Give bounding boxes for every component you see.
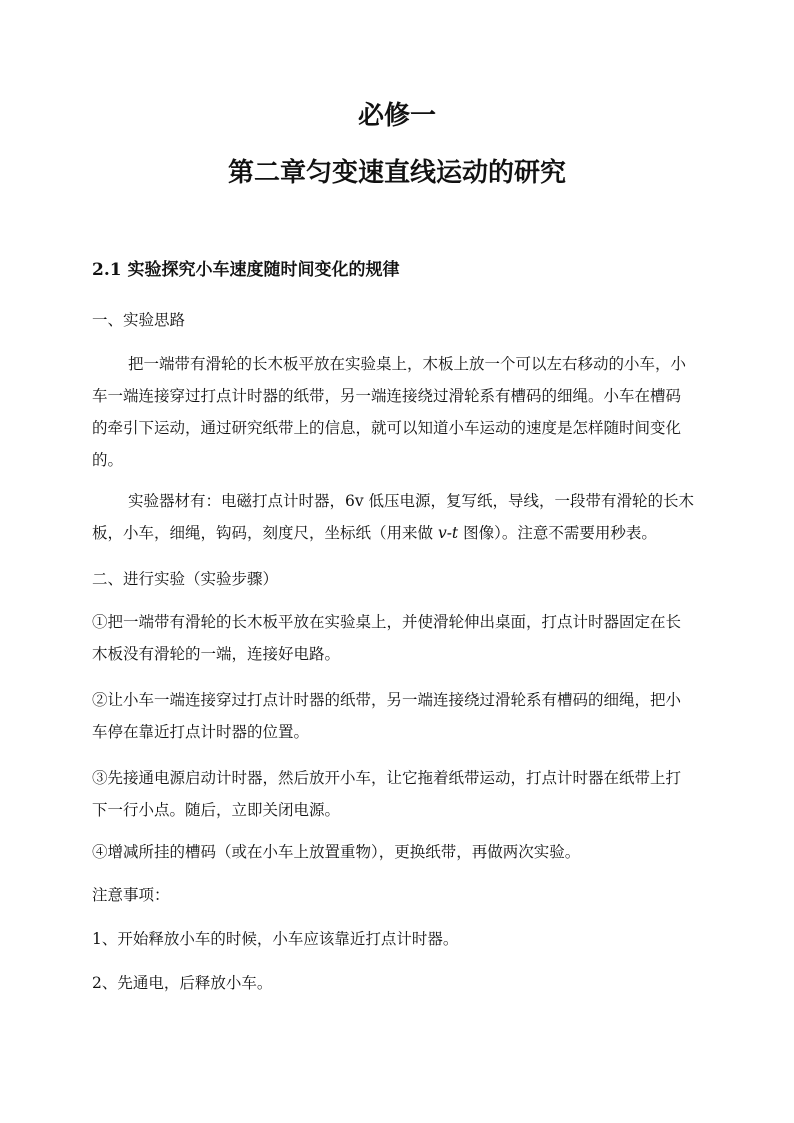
part1-heading	[92, 304, 702, 336]
step-line: ③先接通电源启动计时器，然后放开小车，让它拖着纸带运动，打点计时器在纸带上打	[92, 769, 682, 787]
paragraph-line: 的。	[92, 451, 124, 469]
part1-heading-text: 一、实验思路	[92, 311, 186, 329]
step-4	[92, 836, 702, 868]
step-line: 下一行小点。随后，立即关闭电源。	[92, 801, 341, 819]
part2-heading-text: 二、进行实验（实验步骤）	[92, 570, 279, 588]
experiment-idea-paragraph	[92, 348, 702, 476]
note-item-1	[92, 923, 702, 955]
note-line: 2、先通电，后释放小车。	[92, 974, 273, 992]
paragraph-line: 把一端带有滑轮的长木板平放在实验桌上，木板上放一个可以左右移动的小车，小	[128, 355, 687, 373]
step-3	[92, 762, 702, 826]
section-heading: 2.1 实验探究小车速度随时间变化的规律	[92, 260, 400, 280]
part2-heading	[92, 563, 702, 595]
equipment-paragraph	[92, 485, 702, 549]
paragraph-line: 实验器材有：电磁打点计时器，6v 低压电源，复写纸，导线，一段带有滑轮的长木	[128, 492, 695, 510]
step-2	[92, 684, 702, 748]
notes-heading-text: 注意事项：	[92, 886, 170, 904]
step-line: ②让小车一端连接穿过打点计时器的纸带，另一端连接绕过滑轮系有槽码的细绳，把小	[92, 691, 682, 709]
vt-symbol: v-t	[437, 524, 459, 542]
paragraph-line	[92, 517, 702, 549]
step-line: ①把一端带有滑轮的长木板平放在实验桌上，并使滑轮伸出桌面，打点计时器固定在长	[92, 613, 682, 631]
step-line: 木板没有滑轮的一端，连接好电路。	[92, 645, 341, 663]
notes-heading	[92, 879, 702, 911]
step-line: 车停在靠近打点计时器的位置。	[92, 723, 310, 741]
note-line: 1、开始释放小车的时候，小车应该靠近打点计时器。	[92, 930, 459, 948]
document-title: 必修一	[357, 101, 436, 131]
step-line: ④增减所挂的槽码（或在小车上放置重物），更换纸带，再做两次实验。	[92, 843, 581, 861]
step-1	[92, 606, 702, 670]
chapter-title: 第二章匀变速直线运动的研究	[227, 158, 566, 188]
text-segment: 板，小车，细绳，钩码，刻度尺，坐标纸（用来做	[92, 524, 438, 542]
text-segment: 图像）。注意不需要用秒表。	[458, 524, 657, 542]
paragraph-line: 的牵引下运动，通过研究纸带上的信息，就可以知道小车运动的速度是怎样随时间变化	[92, 419, 682, 437]
paragraph-line: 车一端连接穿过打点计时器的纸带，另一端连接绕过滑轮系有槽码的细绳。小车在槽码	[92, 387, 682, 405]
note-item-2	[92, 967, 702, 999]
